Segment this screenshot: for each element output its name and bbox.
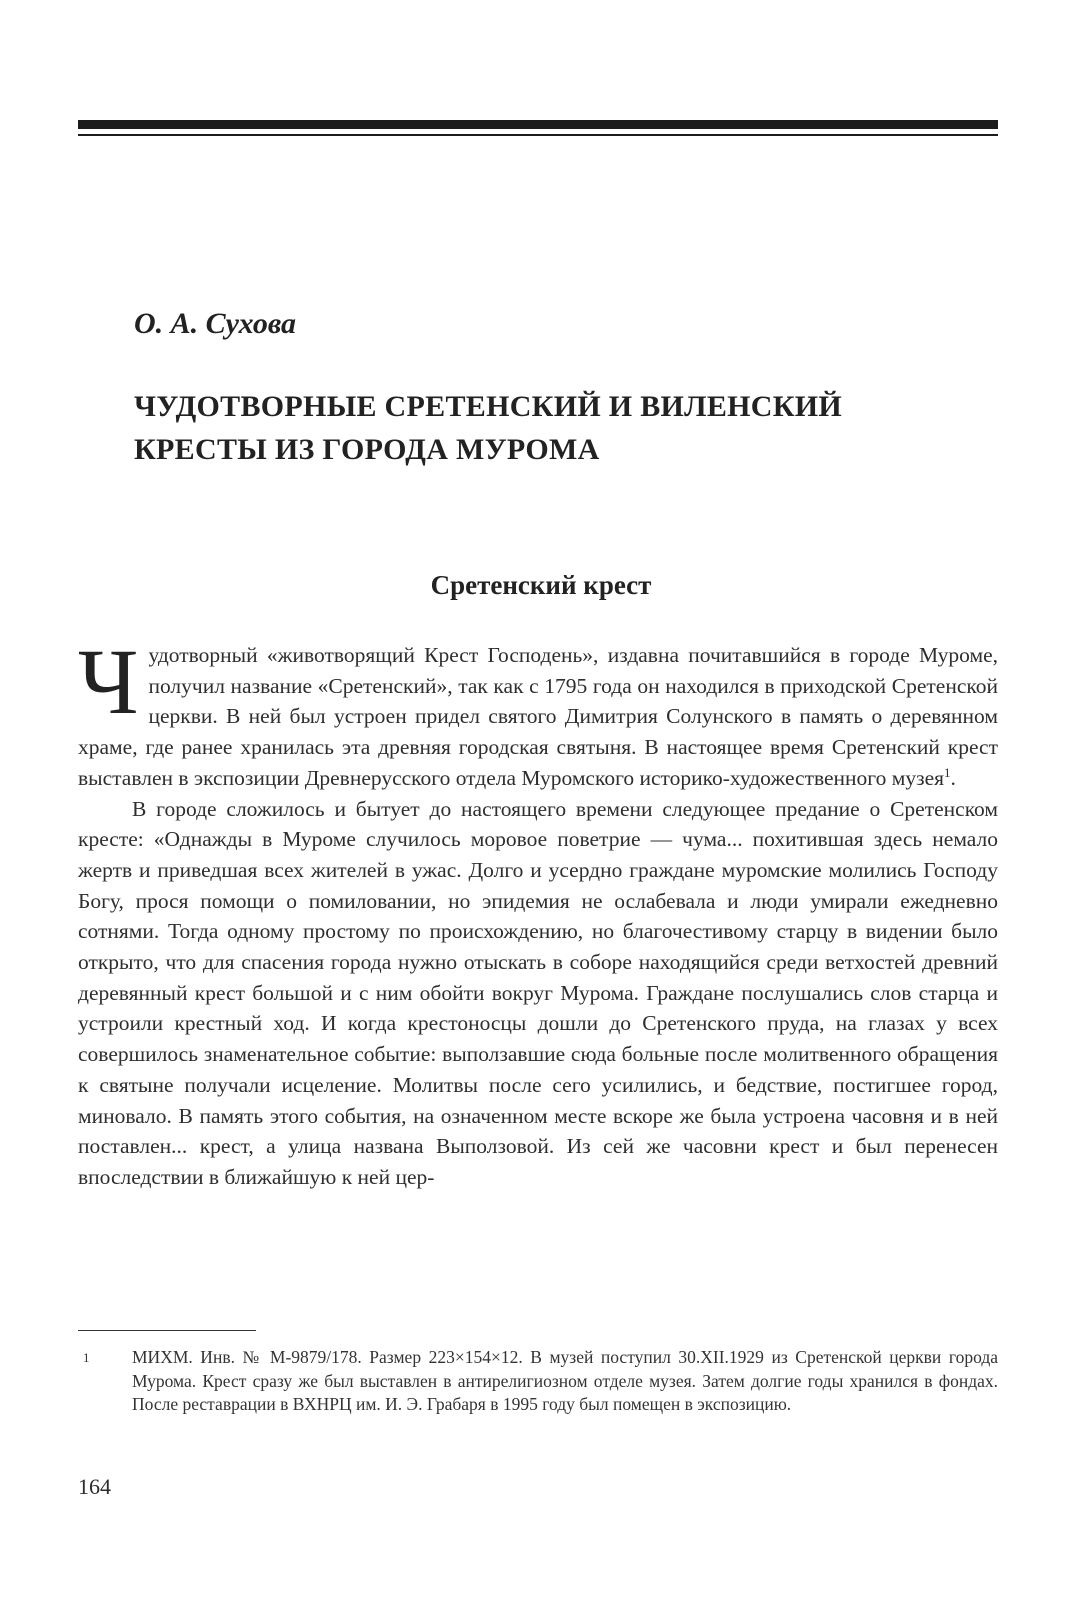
footnote-mark: 1 — [83, 1350, 90, 1365]
drop-cap: Ч — [78, 631, 139, 734]
header-rule-thick — [78, 120, 998, 129]
paragraph-1-text: удотворный «животворящий Крест Господень», издавна почитавшийся в городе Муроме, получил название «Сретенский», так как с 1795 года он находился в приходской Сретенской церкви. В ней был устроен придел святого Димитрия Солунского в память о деревянном храме, где ранее хранилась эта древняя городская святыня. В настоящее время Сретенский крест выставлен в экспозиции Древнерусского отдела Муромского историко-художественного музея — [78, 643, 998, 790]
page-number: 164 — [78, 1474, 111, 1499]
footnote — [78, 1346, 998, 1417]
author-name: О. А. Сухова — [134, 307, 297, 340]
article-title-line-1: ЧУДОТВОРНЫЕ СРЕТЕНСКИЙ И ВИЛЕНСКИЙ — [134, 390, 843, 423]
paragraph-2: В городе сложилось и бытует до настоящего времени следующее предание о Сретенском кресте: «Однажды в Муроме случилось моровое поветрие — чума... похитившая здесь немало жертв и приведшая всех жителей в ужас. Долго и усердно граждане муромские молились Господу Богу, прося помощи о помиловании, но эпидемия не ослабевала и люди умирали ежедневно сотнями. Тогда одному простому по происхождению, но благочестивому старцу в видении было открыто, что для спасения города нужно отыскать в соборе находящийся среди ветхостей древний деревянный крест большой и с ним обойти вокруг Мурома. Граждане послушались слов старца и устроили крестный ход. И когда крестоносцы дошли до Сретенского пруда, на глазах у всех совершилось знаменательное событие: выползавшие сюда больные после молитвенного обращения к святыне получали исцеление. Молитвы после сего усилились, и бедствие, постигшее город, миновало. В память этого события, на означенном месте вскоре же была устроена часовня и в ней поставлен... крест, а улица названа Выползовой. Из сей же часовни крест и был перенесен впоследствии в ближайшую к ней цер- — [78, 796, 998, 1189]
section-heading: Сретенский крест — [430, 570, 652, 600]
footnote-text: МИХМ. Инв. № М-9879/178. Размер 223×154×12. В музей поступил 30.XII.1929 из Сретенской церкви города Мурома. Крест сразу же был выставлен в антирелигиозном отделе музея. Затем долгие годы хранился в фондах. После реставрации в ВХНРЦ им. И. Э. Грабаря в 1995 году был помещен в экспозицию. — [132, 1347, 998, 1414]
article-body — [78, 631, 998, 1193]
footnote-reference: 1 — [944, 764, 951, 780]
article-title — [134, 385, 994, 471]
footnote-separator — [78, 1330, 256, 1331]
header-rule-thin — [78, 134, 998, 136]
paragraph-1-end: . — [950, 765, 956, 790]
article-title-line-2: КРЕСТЫ ИЗ ГОРОДА МУРОМА — [134, 433, 600, 466]
paragraph-1 — [78, 631, 998, 794]
